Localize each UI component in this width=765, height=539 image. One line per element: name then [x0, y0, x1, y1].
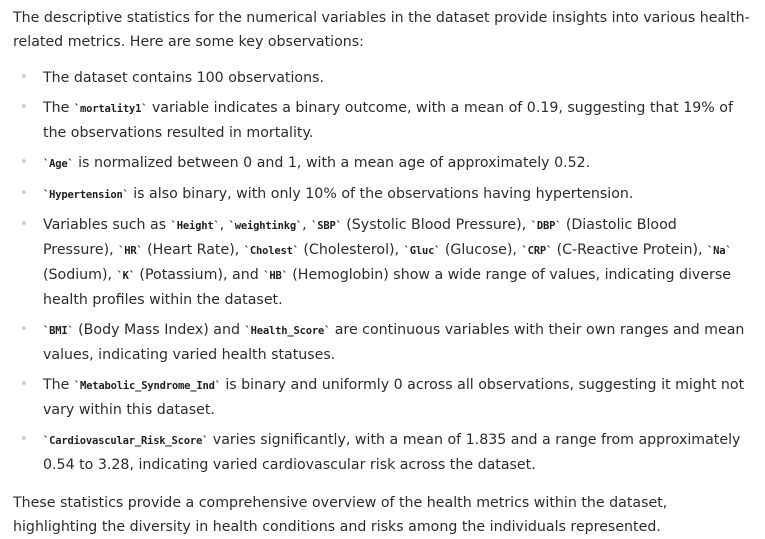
inline-code: `CRP`: [521, 245, 553, 257]
list-item-text: (Body Mass Index) and: [73, 322, 245, 338]
list-item: [13, 96, 750, 145]
list-item-text: variable indicates a binary outcome, with a mean of 0.19, suggesting that 19% of the observations resulted in mortality.: [43, 100, 733, 141]
inline-code: `BMI`: [43, 325, 74, 337]
list-item: [13, 151, 750, 176]
inline-code: `HR`: [118, 245, 143, 257]
inline-code: `K`: [116, 270, 135, 282]
list-item-text: Variables such as: [43, 217, 171, 233]
list-item-text: is binary and uniformly 0 across all observations, suggesting it might not vary within this dataset.: [43, 377, 745, 418]
list-item-text: is normalized between 0 and 1, with a mean age of approximately 0.52.: [73, 155, 591, 171]
list-item-text: (Sodium),: [43, 267, 117, 283]
list-item-text: are continuous variables with their own ranges and mean values, indicating varied health statuses.: [43, 322, 745, 363]
list-item-text: (Hemoglobin) show a wide range of values, indicating diverse health profiles within the dataset.: [43, 267, 731, 308]
bullet-icon: •: [20, 186, 28, 201]
inline-code: `Gluc`: [403, 245, 441, 257]
list-item-text: The: [43, 377, 74, 393]
list-item-text: (Systolic Blood Pressure),: [341, 217, 531, 233]
bullet-icon: •: [20, 377, 28, 392]
inline-code: `Cholest`: [243, 245, 299, 257]
list-item-text: (Diastolic Blood Pressure),: [43, 217, 677, 258]
inline-code: `SBP`: [311, 220, 342, 232]
inline-code: `Height`: [170, 220, 220, 232]
summary-paragraph: These statistics provide a comprehensive overview of the health metrics within the dataset, highlighting the diversity in health conditions and risks among the individuals represented.: [13, 495, 668, 535]
list-item: [13, 213, 750, 312]
list-item: [13, 318, 750, 367]
list-item-text: varies significantly, with a mean of 1.835 and a range from approximately 0.54 to 3.28, indicating varied cardiovascular risk across the dataset.: [43, 432, 741, 473]
intro-paragraph: The descriptive statistics for the numerical variables in the dataset provide insights into various health-related metrics. Here are some key observations:: [13, 10, 750, 50]
list-item-text: (Heart Rate),: [142, 242, 244, 258]
inline-code: `DBP`: [530, 220, 562, 232]
list-item-text: (Cholesterol),: [298, 242, 404, 258]
list-item: [13, 373, 750, 422]
list-item-text: The: [43, 100, 74, 116]
inline-code: `mortality1`: [73, 103, 148, 115]
inline-code: `Health_Score`: [244, 325, 331, 337]
list-item-text: (C-Reactive Protein),: [552, 242, 708, 258]
list-item-text: ,: [302, 217, 312, 233]
bullet-icon: •: [20, 100, 28, 115]
bullet-icon: •: [20, 155, 28, 170]
list-item-text: is also binary, with only 10% of the observations having hypertension.: [128, 186, 634, 202]
bullet-icon: •: [20, 322, 28, 337]
list-item-text: ,: [219, 217, 229, 233]
inline-code: `Hypertension`: [43, 189, 129, 201]
inline-code: `Na`: [707, 245, 732, 257]
list-item-text: The dataset contains 100 observations.: [43, 70, 325, 86]
inline-code: `Metabolic_Syndrome_Ind`: [73, 380, 221, 392]
list-item: [13, 428, 750, 477]
inline-code: `Cardiovascular_Risk_Score`: [43, 435, 209, 447]
observations-list: [13, 66, 750, 477]
bullet-icon: •: [20, 432, 28, 447]
inline-code: `Age`: [43, 158, 74, 170]
list-item-text: (Glucose),: [440, 242, 522, 258]
inline-code: `HB`: [263, 270, 288, 282]
bullet-icon: •: [20, 70, 28, 85]
inline-code: `weightinkg`: [228, 220, 303, 232]
list-item-text: (Potassium), and: [134, 267, 264, 283]
list-item: [13, 182, 750, 207]
list-item: [13, 66, 750, 90]
bullet-icon: •: [20, 217, 28, 232]
